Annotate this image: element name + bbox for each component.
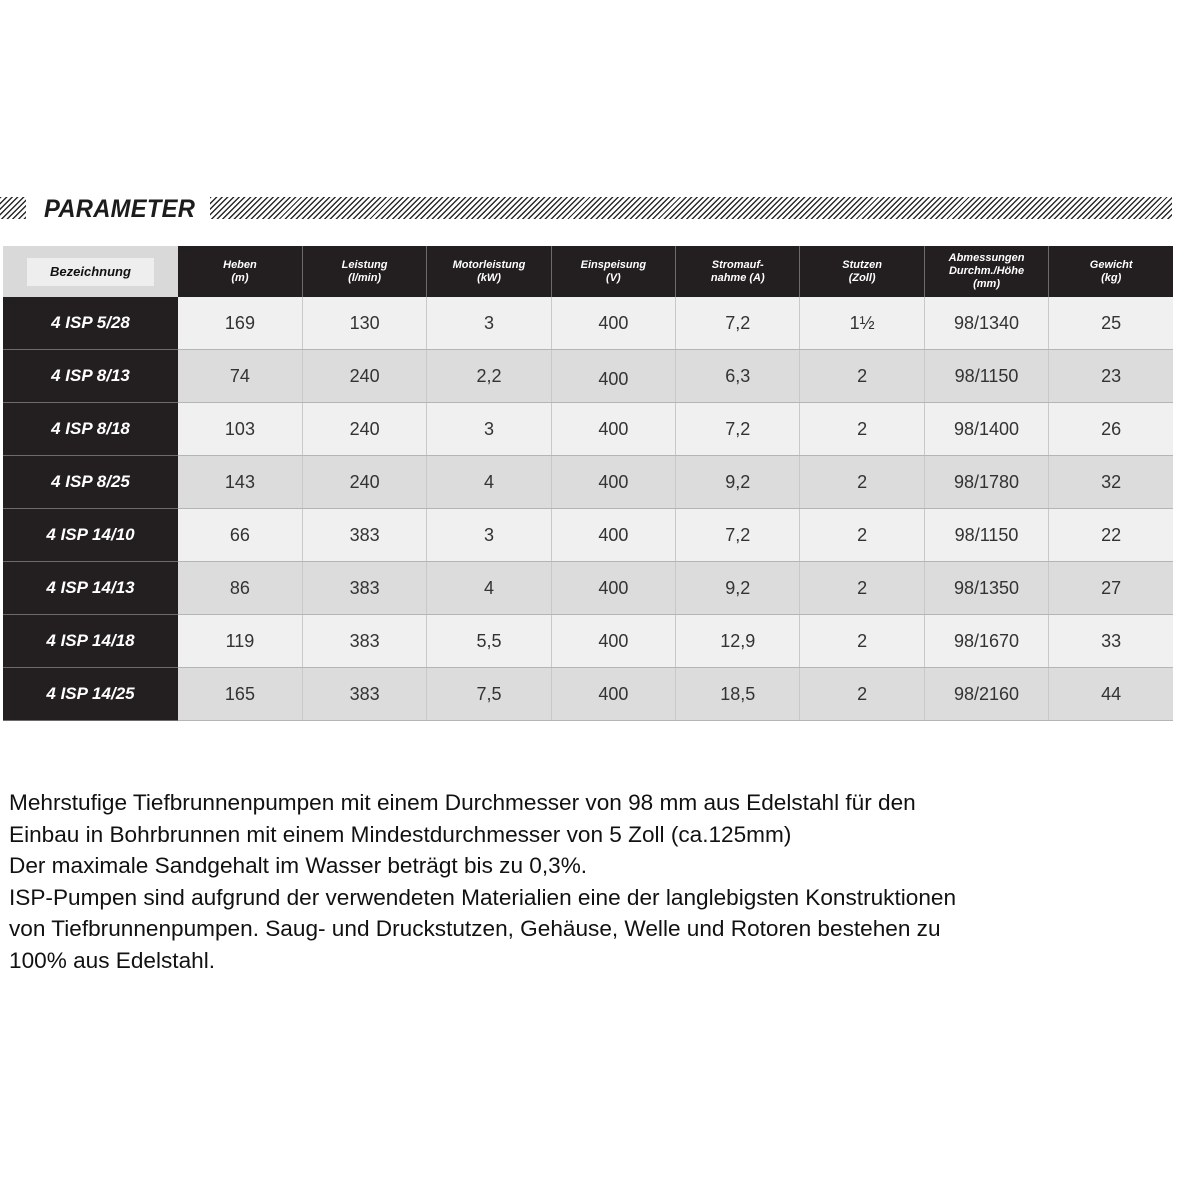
table-row [3,456,1173,509]
table-row [3,403,1173,456]
header-unit: (kg) [1101,271,1122,284]
cell-einspeisung: 400 [551,562,675,615]
cell-stromaufnahme: 7,2 [676,297,800,350]
cell-gewicht: 32 [1049,456,1173,509]
cell-stutzen: 2 [800,350,924,403]
cell-leistung: 240 [302,456,426,509]
cell-gewicht: 27 [1049,562,1173,615]
cell-heben: 143 [178,456,302,509]
header-stutzen [800,246,924,297]
table-row [3,668,1173,721]
product-description [9,787,1169,976]
header-unit: (Zoll) [848,271,876,284]
header-line: Abmessungen [948,252,1025,264]
cell-motorleistung: 4 [427,456,551,509]
header-heben [178,246,302,297]
header-line: Durchm./Höhe [948,265,1025,277]
model-name: 4 ISP 8/13 [3,350,178,403]
cell-einspeisung: 400 [551,509,675,562]
cell-einspeisung: 400 [551,615,675,668]
table-header-row [3,246,1173,297]
model-name: 4 ISP 14/18 [3,615,178,668]
header-line: Einspeisung [580,258,647,271]
cell-gewicht: 33 [1049,615,1173,668]
cell-einspeisung: 400 [551,456,675,509]
description-line: ISP-Pumpen sind aufgrund der verwendeten Materialien eine der langlebigsten Konstruktionen [9,884,957,910]
table-row [3,615,1173,668]
cell-leistung: 383 [302,615,426,668]
cell-gewicht: 44 [1049,668,1173,721]
cell-stromaufnahme: 9,2 [676,562,800,615]
description-line: Einbau in Bohrbrunnen mit einem Mindestdurchmesser von 5 Zoll (ca.125mm) [9,821,792,847]
cell-einspeisung: 400 [551,297,675,350]
cell-stutzen: 1½ [800,297,924,350]
header-leistung [302,246,426,297]
header-einspeisung [551,246,675,297]
cell-stromaufnahme: 12,9 [676,615,800,668]
cell-abmessungen: 98/1150 [924,350,1048,403]
cell-leistung: 240 [302,350,426,403]
parameter-table [3,246,1173,721]
header-stromaufnahme [676,246,800,297]
cell-heben: 169 [178,297,302,350]
header-unit: (kW) [477,271,501,284]
header-unit: (mm) [973,278,1000,290]
cell-motorleistung: 3 [427,509,551,562]
model-name: 4 ISP 14/13 [3,562,178,615]
header-line: Stromauf- [711,258,764,271]
cell-heben: 119 [178,615,302,668]
cell-motorleistung: 5,5 [427,615,551,668]
cell-gewicht: 23 [1049,350,1173,403]
table-row [3,562,1173,615]
header-unit: (m) [231,271,249,284]
header-unit: (l/min) [348,271,382,284]
hatch-decoration-left [0,197,26,219]
cell-stutzen: 2 [800,403,924,456]
cell-heben: 103 [178,403,302,456]
cell-abmessungen: 98/2160 [924,668,1048,721]
cell-abmessungen: 98/1150 [924,509,1048,562]
table-row [3,350,1173,403]
cell-stromaufnahme: 9,2 [676,456,800,509]
description-line: Mehrstufige Tiefbrunnenpumpen mit einem Durchmesser von 98 mm aus Edelstahl für den [9,790,916,815]
table-row [3,509,1173,562]
cell-stromaufnahme: 7,2 [676,403,800,456]
cell-stutzen: 2 [800,615,924,668]
cell-abmessungen: 98/1340 [924,297,1048,350]
header-line: Leistung [341,258,388,271]
cell-heben: 165 [178,668,302,721]
cell-leistung: 240 [302,403,426,456]
cell-motorleistung: 4 [427,562,551,615]
cell-motorleistung: 2,2 [427,350,551,403]
cell-leistung: 383 [302,562,426,615]
cell-leistung: 130 [302,297,426,350]
cell-einspeisung: 400 [551,403,675,456]
cell-einspeisung [551,350,675,403]
header-corner [3,246,178,297]
cell-motorleistung: 3 [427,403,551,456]
header-gewicht [1049,246,1173,297]
model-name: 4 ISP 14/25 [3,668,178,721]
cell-abmessungen: 98/1670 [924,615,1048,668]
cell-heben: 86 [178,562,302,615]
cell-einspeisung: 400 [551,668,675,721]
model-name: 4 ISP 8/18 [3,403,178,456]
cell-stutzen: 2 [800,562,924,615]
header-line: Stutzen [842,258,883,271]
header-unit: nahme (A) [710,271,765,284]
cell-gewicht: 25 [1049,297,1173,350]
model-name: 4 ISP 8/25 [3,456,178,509]
header-abmessungen [924,246,1048,297]
header-motorleistung [427,246,551,297]
cell-stutzen: 2 [800,456,924,509]
description-line: Der maximale Sandgehalt im Wasser beträgt bis zu 0,3%. [9,853,588,878]
cell-stromaufnahme: 7,2 [676,509,800,562]
description-line: 100% aus Edelstahl. [9,947,215,973]
cell-abmessungen: 98/1400 [924,403,1048,456]
header-line: Motorleistung [452,258,526,271]
header-line: Heben [223,258,257,271]
header-label-bezeichnung: Bezeichnung [27,258,154,286]
section-title: PARAMETER [44,195,196,223]
cell-abmessungen: 98/1350 [924,562,1048,615]
section-header [0,193,1178,223]
cell-stutzen: 2 [800,509,924,562]
cell-leistung: 383 [302,509,426,562]
cell-gewicht: 26 [1049,403,1173,456]
cell-leistung: 383 [302,668,426,721]
cell-stutzen: 2 [800,668,924,721]
cell-abmessungen: 98/1780 [924,456,1048,509]
cell-motorleistung: 7,5 [427,668,551,721]
cell-stromaufnahme: 6,3 [676,350,800,403]
cell-motorleistung: 3 [427,297,551,350]
header-line: Gewicht [1089,258,1133,271]
table-row [3,297,1173,350]
cell-stromaufnahme: 18,5 [676,668,800,721]
description-line: von Tiefbrunnenpumpen. Saug- und Druckstutzen, Gehäuse, Welle und Rotoren bestehen zu [9,916,941,941]
model-name: 4 ISP 14/10 [3,509,178,562]
model-name: 4 ISP 5/28 [3,297,178,350]
header-unit: (V) [606,271,621,284]
hatch-decoration-right [210,197,1172,219]
cell-value: 400 [598,368,629,389]
cell-heben: 74 [178,350,302,403]
cell-heben: 66 [178,509,302,562]
cell-gewicht: 22 [1049,509,1173,562]
